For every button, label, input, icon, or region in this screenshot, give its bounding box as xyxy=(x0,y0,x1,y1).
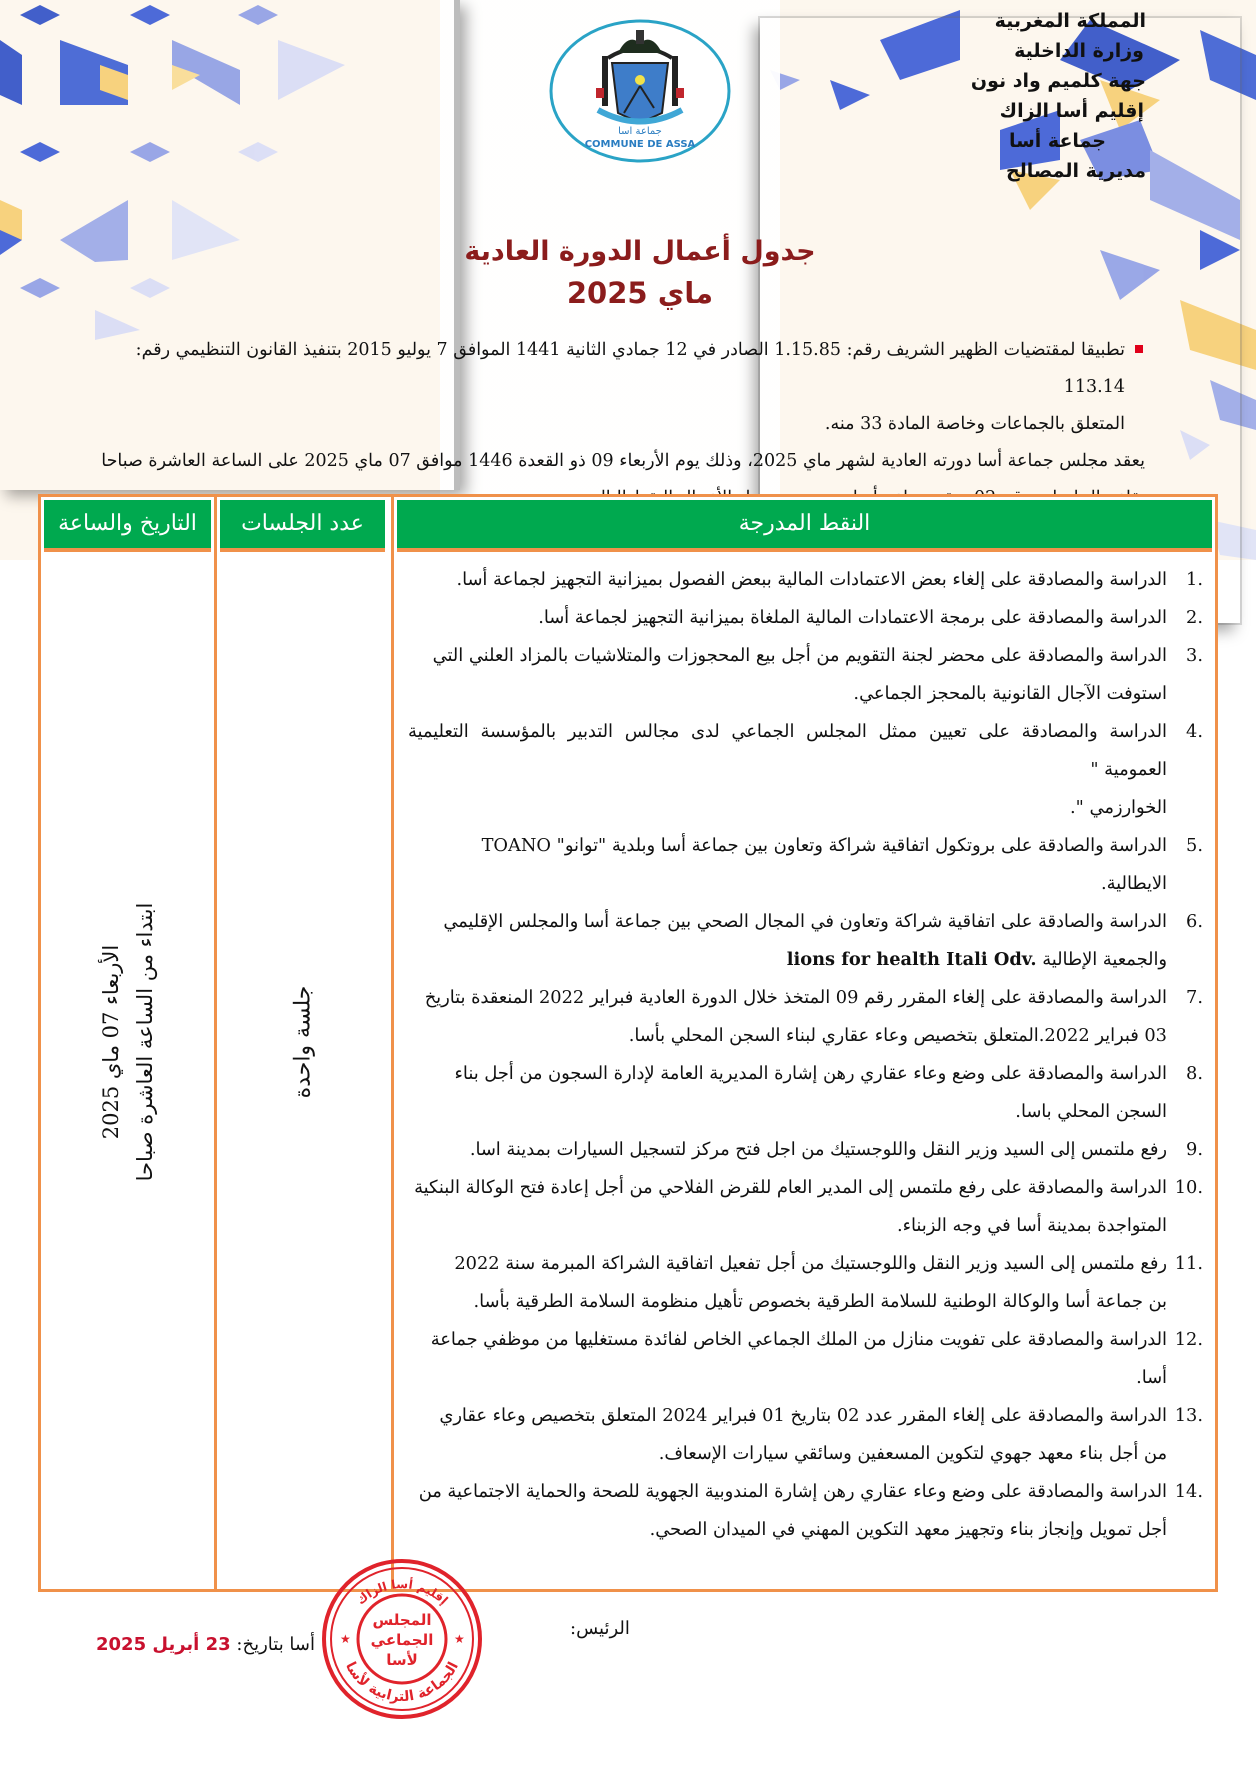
agenda-point-line-text: الدراسة والمصادقة على وضع وعاء عقاري رهن إشارة المندوبية الجهوية للصحة والحماية الاجتماعية من xyxy=(418,1481,1167,1502)
agenda-point-number: 1. xyxy=(1186,569,1203,590)
agenda-point-line xyxy=(408,1093,1167,1131)
stamp-inner-line3: لأسا xyxy=(386,1651,418,1669)
agenda-point-line xyxy=(408,1131,1167,1169)
agenda-point-number: 9. xyxy=(1186,1139,1203,1160)
header-line-province: إقليم أسا الزاك xyxy=(999,100,1144,122)
header-line-ministry: وزارة الداخلية xyxy=(1014,40,1144,62)
agenda-point xyxy=(408,599,1203,637)
date-value-text: 23 أبريل 2025 xyxy=(96,1634,231,1655)
header-sessions: عدد الجلسات xyxy=(220,500,385,552)
agenda-point-line xyxy=(408,903,1167,941)
agenda-point xyxy=(408,713,1203,827)
date-value-line1: الأربعاء 07 ماي 2025 xyxy=(98,944,123,1140)
agenda-point-number: 4. xyxy=(1186,721,1203,742)
agenda-point-text xyxy=(408,1169,1167,1245)
agenda-point-line xyxy=(408,1511,1167,1549)
stamp-outer-text: الجماعة الترابية لأسا xyxy=(342,1659,462,1706)
agenda-point xyxy=(408,1131,1203,1169)
agenda-point-line xyxy=(408,1055,1167,1093)
agenda-point-line xyxy=(408,1245,1167,1283)
points-column xyxy=(391,497,1215,1589)
agenda-point-text xyxy=(408,1397,1167,1473)
agenda-point-line-text: الايطالية. xyxy=(1100,873,1167,894)
agenda-point-line xyxy=(408,865,1167,903)
agenda-point-line-text: أسا. xyxy=(1136,1367,1167,1388)
title-main: جدول أعمال الدورة العادية xyxy=(464,236,816,267)
commune-logo xyxy=(548,18,732,164)
agenda-point-number: 5. xyxy=(1186,835,1203,856)
agenda-point-line xyxy=(408,1397,1167,1435)
header-line-kingdom: المملكة المغربية xyxy=(994,10,1146,32)
stamp-seal-icon xyxy=(318,1555,486,1723)
agenda-point-line xyxy=(408,789,1167,827)
agenda-point-line-text: استوفت الآجال القانونية بالمحجز الجماعي. xyxy=(853,683,1167,704)
agenda-point xyxy=(408,1397,1203,1473)
agenda-point-line-text: من أجل بناء معهد جهوي لتكوين المسعفين وسائقي سيارات الإسعاف. xyxy=(658,1443,1167,1464)
agenda-point xyxy=(408,1321,1203,1397)
agenda-point-line-text: الدراسة والمصادقة على وضع وعاء عقاري رهن إشارة المديرية العامة لإدارة السجون من أجل بناء xyxy=(454,1063,1167,1084)
title-month-year: ماي 2025 xyxy=(566,276,714,310)
agenda-point xyxy=(408,1055,1203,1131)
agenda-table xyxy=(38,494,1218,1592)
logo-latin-name: COMMUNE DE ASSA xyxy=(584,139,696,150)
agenda-point-line-text: أجل تمويل وإنجاز بناء وتجهيز معهد التكوين المهني في الميدان الصحي. xyxy=(649,1519,1167,1540)
agenda-point-number: 8. xyxy=(1186,1063,1203,1084)
agenda-point-line xyxy=(408,599,1167,637)
agenda-point-line-text: السجن المحلي باسا. xyxy=(1015,1101,1167,1122)
agenda-point-text xyxy=(408,713,1167,827)
sessions-value: جلسة واحدة xyxy=(290,985,315,1099)
agenda-point xyxy=(408,1245,1203,1321)
agenda-point-line-text: الدراسة والمصادقة على إلغاء المقرر عدد 02 بتاريخ 01 فبراير 2024 المتعلق بتخصيص وعاء عقاري xyxy=(439,1405,1167,1426)
president-signature-label: الرئيس: xyxy=(570,1618,630,1639)
agenda-point-line-text: الدراسة والمصادقة على برمجة الاعتمادات المالية الملغاة بميزانية التجهيز لجماعة أسا. xyxy=(538,607,1167,628)
agenda-point xyxy=(408,1473,1203,1549)
header-points: النقط المدرجة xyxy=(397,500,1212,552)
agenda-point-text xyxy=(408,827,1167,903)
agenda-point-line-text: الدراسة والمصادقة على تفويت منازل من الملك الجماعي الخاص لفائدة مستغليها من موظفي جماعة xyxy=(430,1329,1167,1350)
agenda-point xyxy=(408,637,1203,713)
intro-text xyxy=(95,332,1145,517)
header-date-time: التاريخ والساعة xyxy=(44,500,211,552)
agenda-point-text xyxy=(408,561,1167,599)
agenda-point-line-text: الدراسة والمصادقة على إلغاء بعض الاعتمادات المالية ببعض الفصول بميزانية التجهيز لجماعة أسا. xyxy=(456,569,1167,590)
stamp-outer-top-text: إقليم أسا الزاك xyxy=(353,1577,451,1608)
session-announcement-1: يعقد مجلس جماعة أسا دورته العادية لشهر ماي 2025، وذلك يوم الأربعاء 09 ذو القعدة 1446 موافق 07 ماي 2025 على الساعة العاشرة صباحا xyxy=(101,451,1145,471)
agenda-point-number: 12. xyxy=(1174,1329,1203,1350)
agenda-point-line-text: رفع ملتمس إلى السيد وزير النقل واللوجستيك من أجل تفعيل اتفاقية الشراكة المبرمة سنة 2022 xyxy=(454,1253,1167,1274)
official-stamp xyxy=(318,1555,486,1723)
date-value xyxy=(94,903,162,1182)
administrative-header xyxy=(866,6,1146,186)
agenda-point-text xyxy=(408,903,1167,979)
agenda-point-text xyxy=(408,1131,1167,1169)
points-list xyxy=(394,555,1215,1549)
agenda-point-line xyxy=(408,941,1167,979)
agenda-point-line xyxy=(408,1017,1167,1055)
agenda-point-line-text: الدراسة والمصادقة على رفع ملتمس إلى المدير العام للقرض الفلاحي من أجل إعادة فتح الوكالة البنكية xyxy=(414,1177,1167,1198)
stamp-inner-line2: الجماعي xyxy=(370,1631,434,1649)
agenda-point-latin-name: lions for health Itali Odv. xyxy=(786,949,1037,970)
agenda-point-text xyxy=(408,637,1167,713)
agenda-point-text xyxy=(408,1245,1167,1321)
date-column xyxy=(41,497,214,1589)
agenda-point-line xyxy=(408,1435,1167,1473)
commune-emblem-icon xyxy=(548,18,732,164)
agenda-point-text xyxy=(408,599,1167,637)
agenda-point-line-text: الدراسة والمصادقة على محضر لجنة التقويم من أجل بيع المحجوزات والمتلاشيات بالمزاد العلني التي xyxy=(432,645,1167,666)
legal-basis-line xyxy=(95,332,1145,406)
sessions-column xyxy=(214,497,388,1589)
agenda-point-line xyxy=(408,561,1167,599)
header-line-commune: جماعة أسا xyxy=(1008,130,1106,152)
legal-basis-text-1: تطبيقا لمقتضيات الظهير الشريف رقم: 1.15.85 الصادر في 12 جمادي الثانية 1441 الموافق 7 يوليو 2015 بتنفيذ القانون التنظيمي رقم: 113.14 xyxy=(135,340,1125,397)
agenda-point-line-text: المتواجدة بمدينة أسا في وجه الزبناء. xyxy=(896,1215,1167,1236)
logo-arabic-name: جماعة اسا xyxy=(618,126,662,137)
agenda-point-line-text: بن جماعة أسا والوكالة الوطنية للسلامة الطرقية بخصوص تأهيل منظومة السلامة الطرقية بأسا. xyxy=(473,1291,1167,1312)
agenda-point-line-text: رفع ملتمس إلى السيد وزير النقل واللوجستيك من اجل فتح مركز لتسجيل السيارات بمدينة اسا. xyxy=(469,1139,1167,1160)
header-line-directorate: مديرية المصالح xyxy=(1005,160,1146,182)
agenda-point xyxy=(408,979,1203,1055)
stamp-star-icon: ★ xyxy=(340,1632,351,1646)
agenda-point-line xyxy=(408,1359,1167,1397)
date-prefix: أسا بتاريخ: xyxy=(236,1634,315,1655)
header-line-region: جهة كلميم واد نون xyxy=(970,70,1146,92)
agenda-point-line xyxy=(408,1321,1167,1359)
agenda-point-line xyxy=(408,827,1167,865)
agenda-point xyxy=(408,1169,1203,1245)
agenda-point-line xyxy=(408,979,1167,1017)
agenda-point-line xyxy=(408,1169,1167,1207)
agenda-point-line-text: الخوارزمي ". xyxy=(1070,797,1167,818)
legal-basis-text-2: المتعلق بالجماعات وخاصة المادة 33 منه. xyxy=(824,414,1125,434)
agenda-point-number: 10. xyxy=(1174,1177,1203,1198)
document-title xyxy=(440,232,840,314)
stamp-inner-line1: المجلس xyxy=(372,1611,432,1629)
agenda-point-number: 6. xyxy=(1186,911,1203,932)
agenda-point-text xyxy=(408,979,1167,1055)
agenda-point-line-text: والجمعية الإطالية xyxy=(1042,949,1167,970)
agenda-point-line-text: 03 فبراير 2022.المتعلق بتخصيص وعاء عقاري لبناء السجن المحلي بأسا. xyxy=(628,1025,1167,1046)
agenda-point-number: 7. xyxy=(1186,987,1203,1008)
agenda-point-line-text: الدراسة والصادقة على اتفاقية شراكة وتعاون في المجال الصحي بين جماعة أسا والمجلس الإقليمي xyxy=(443,911,1167,932)
agenda-point-number: 11. xyxy=(1174,1253,1203,1274)
agenda-point-number: 2. xyxy=(1186,607,1203,628)
agenda-point-number: 3. xyxy=(1186,645,1203,666)
agenda-point-line xyxy=(408,713,1167,789)
agenda-point-text xyxy=(408,1473,1167,1549)
stamp-star-icon: ★ xyxy=(454,1632,465,1646)
agenda-point-line xyxy=(408,1207,1167,1245)
agenda-point-line xyxy=(408,1473,1167,1511)
agenda-point-text xyxy=(408,1321,1167,1397)
agenda-point-number: 14. xyxy=(1174,1481,1203,1502)
bullet-square-icon xyxy=(1135,345,1143,353)
document-date xyxy=(96,1634,315,1655)
agenda-point xyxy=(408,827,1203,903)
agenda-point-text xyxy=(408,1055,1167,1131)
agenda-point-line xyxy=(408,1283,1167,1321)
agenda-point-number: 13. xyxy=(1174,1405,1203,1426)
agenda-point-line-text: الدراسة والصادقة على بروتكول اتفاقية شراكة وتعاون بين جماعة أسا وبلدية "توانو" TOANO xyxy=(481,835,1167,856)
agenda-point xyxy=(408,561,1203,599)
agenda-point-line xyxy=(408,637,1167,675)
agenda-point-line xyxy=(408,675,1167,713)
agenda-point xyxy=(408,903,1203,979)
agenda-point-line-text: الدراسة والمصادقة على تعيين ممثل المجلس الجماعي لدى مجالس التدبير بالمؤسسة التعليمية العمومية " xyxy=(408,721,1167,780)
date-value-line2: ابتداء من الساعة العاشرة صباحا xyxy=(132,902,157,1182)
agenda-point-line-text: الدراسة والمصادقة على إلغاء المقرر رقم 09 المتخذ خلال الدورة العادية فبراير 2022 المنعقدة بتاريخ xyxy=(424,987,1167,1008)
